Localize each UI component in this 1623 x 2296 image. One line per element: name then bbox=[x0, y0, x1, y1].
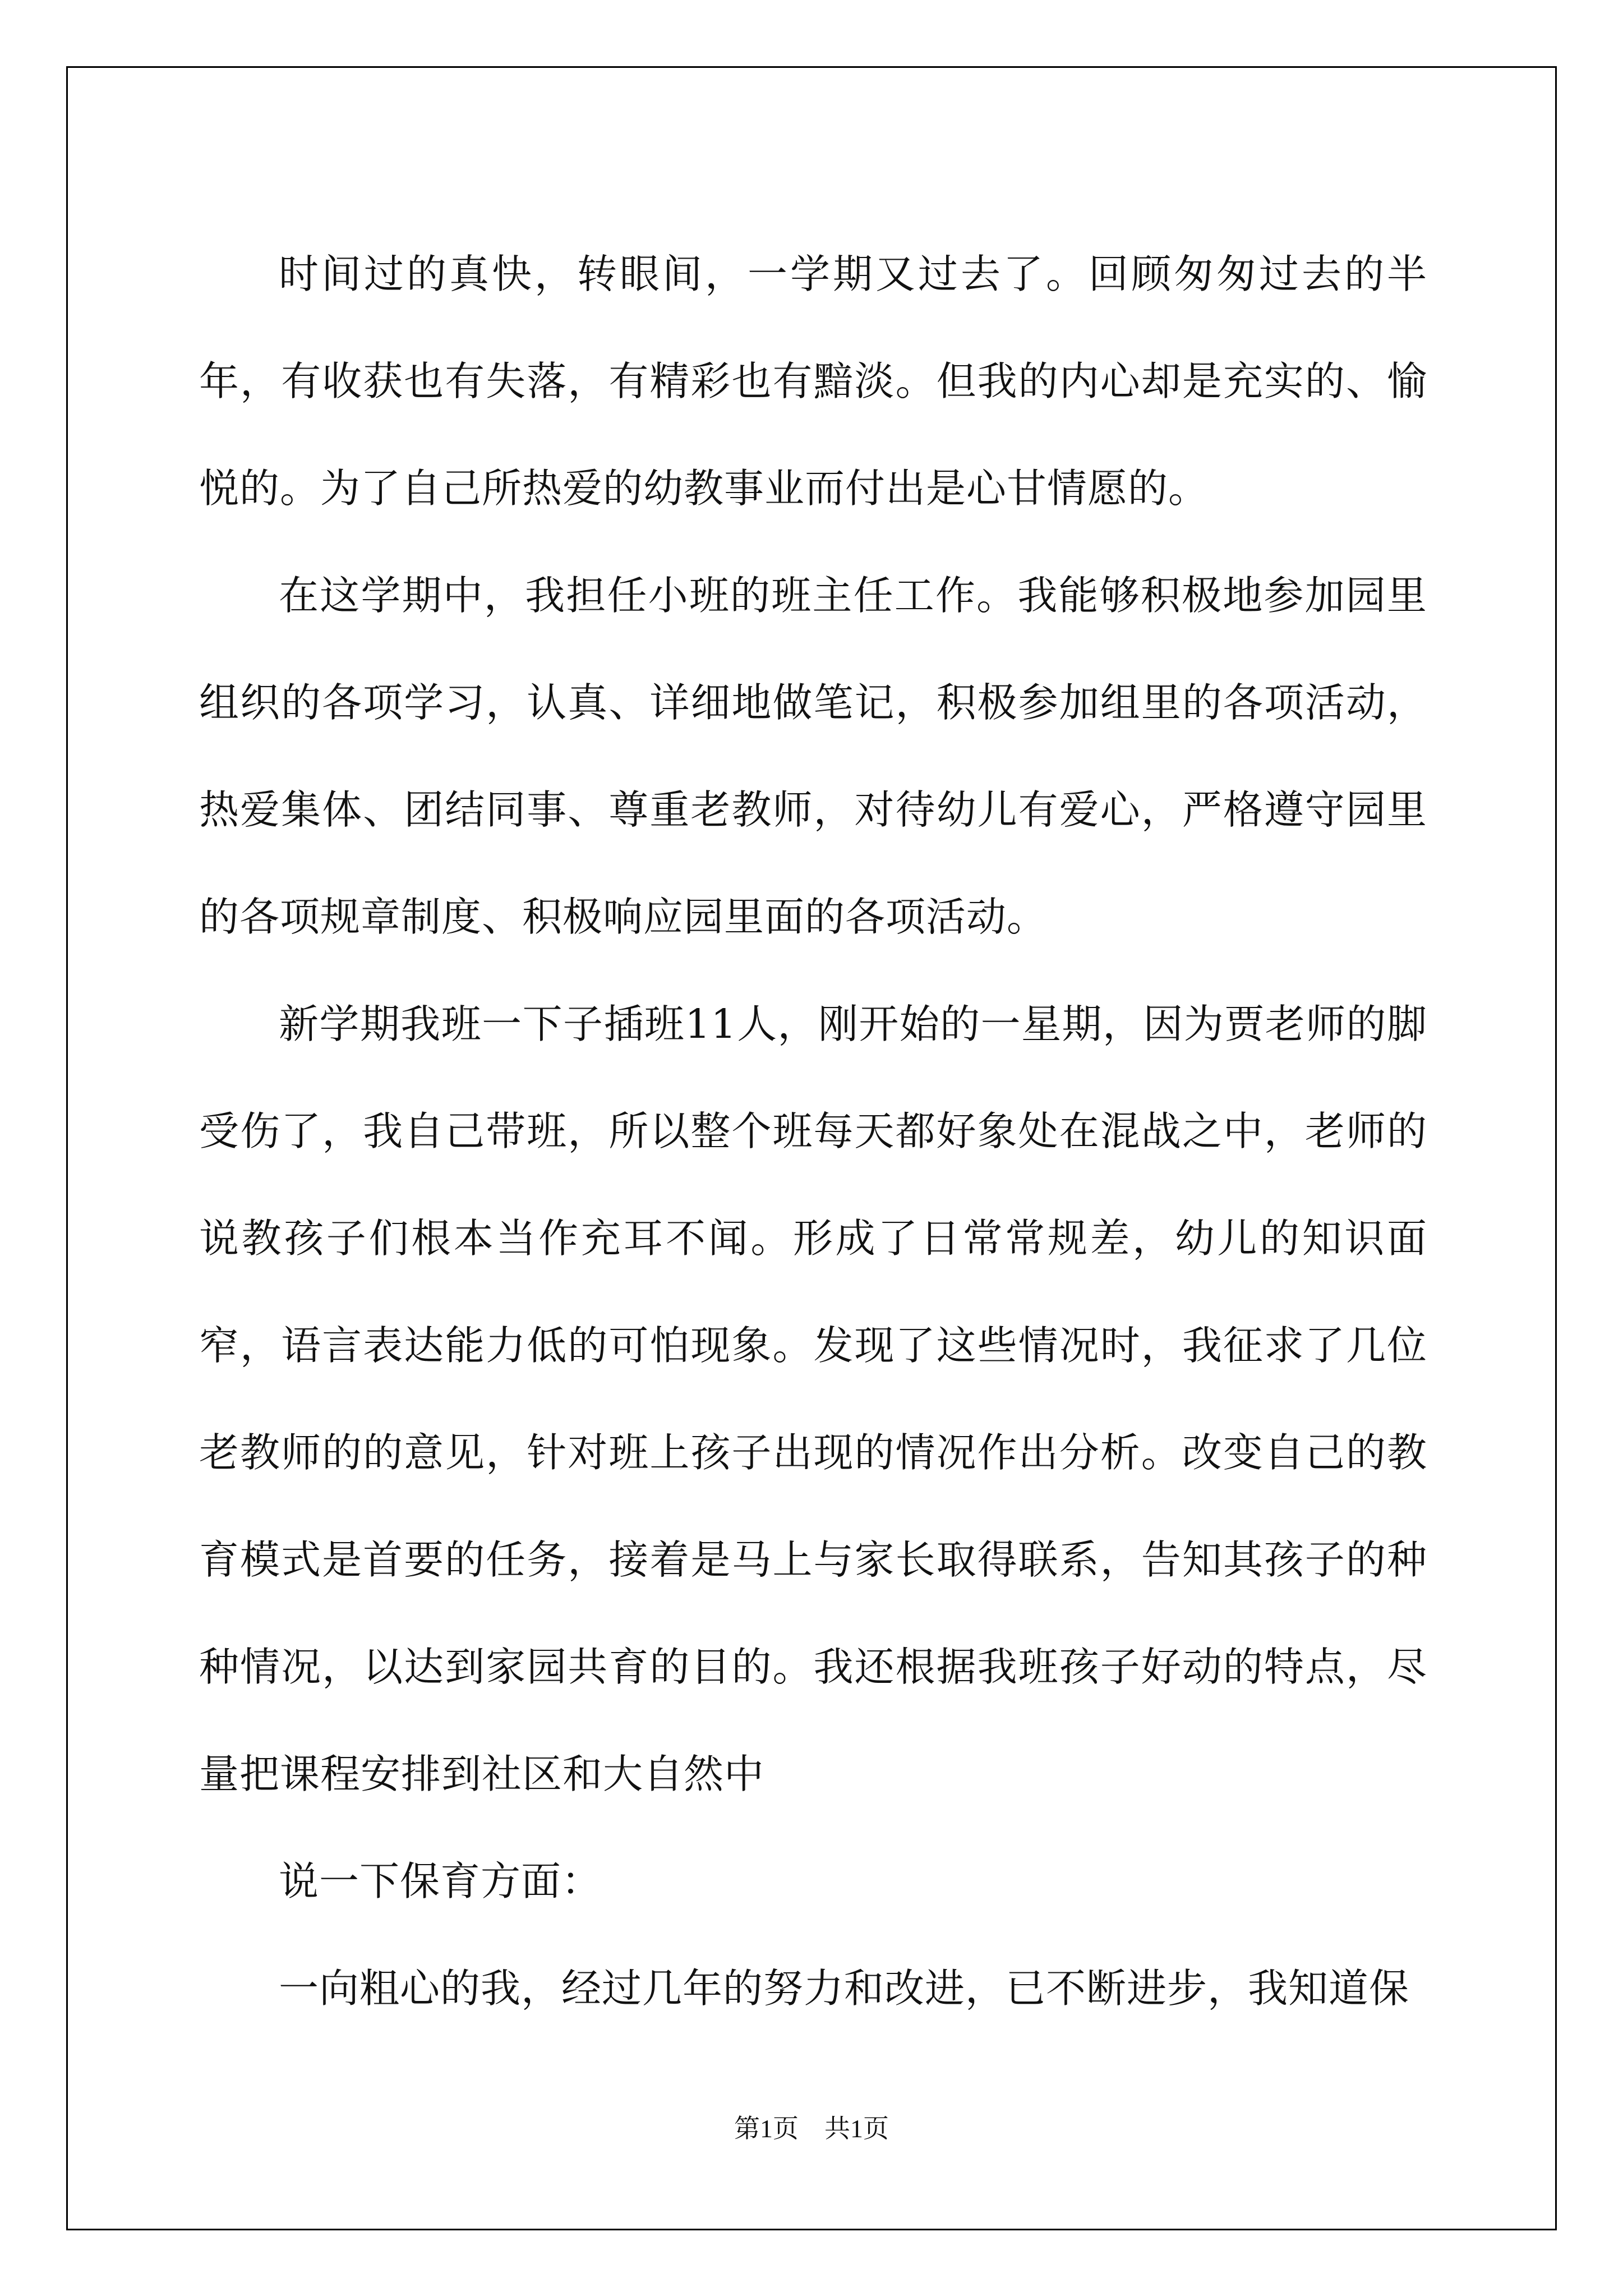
document-body bbox=[199, 220, 1427, 2042]
paragraph-3: 新学期我班一下子插班11人，刚开始的一星期，因为贾老师的脚受伤了，我自己带班，所以整个班每天都好象处在混战之中，老师的说教孩子们根本当作充耳不闻。形成了日常常规差，幼儿的知识面窄，语言表达能力低的可怕现象。发现了这些情况时，我征求了几位老教师的的意见，针对班上孩子出现的情况作出分析。改变自己的教育模式是首要的任务，接着是马上与家长取得联系，告知其孩子的种种情况，以达到家园共育的目的。我还根据我班孩子好动的特点，尽量把课程安排到社区和大自然中 bbox=[199, 1001, 1427, 1797]
paragraph-4: 说一下保育方面： bbox=[279, 1858, 602, 1904]
page-number-footer: 第1页 共1页 bbox=[734, 2114, 889, 2143]
paragraph-1: 时间过的真快，转眼间，一学期又过去了。回顾匆匆过去的半年，有收获也有失落，有精彩也有黯淡。但我的内心却是充实的、愉悦的。为了自己所热爱的幼教事业而付出是心甘情愿的。 bbox=[199, 251, 1427, 512]
paragraph-5: 一向粗心的我，经过几年的努力和改进，已不断进步，我知道保 bbox=[279, 1965, 1410, 2012]
paragraph-2: 在这学期中，我担任小班的班主任工作。我能够积极地参加园里组织的各项学习，认真、详细地做笔记，积极参加组里的各项活动，热爱集体、团结同事、尊重老教师，对待幼儿有爱心，严格遵守园里的各项规章制度、积极响应园里面的各项活动。 bbox=[199, 572, 1427, 940]
